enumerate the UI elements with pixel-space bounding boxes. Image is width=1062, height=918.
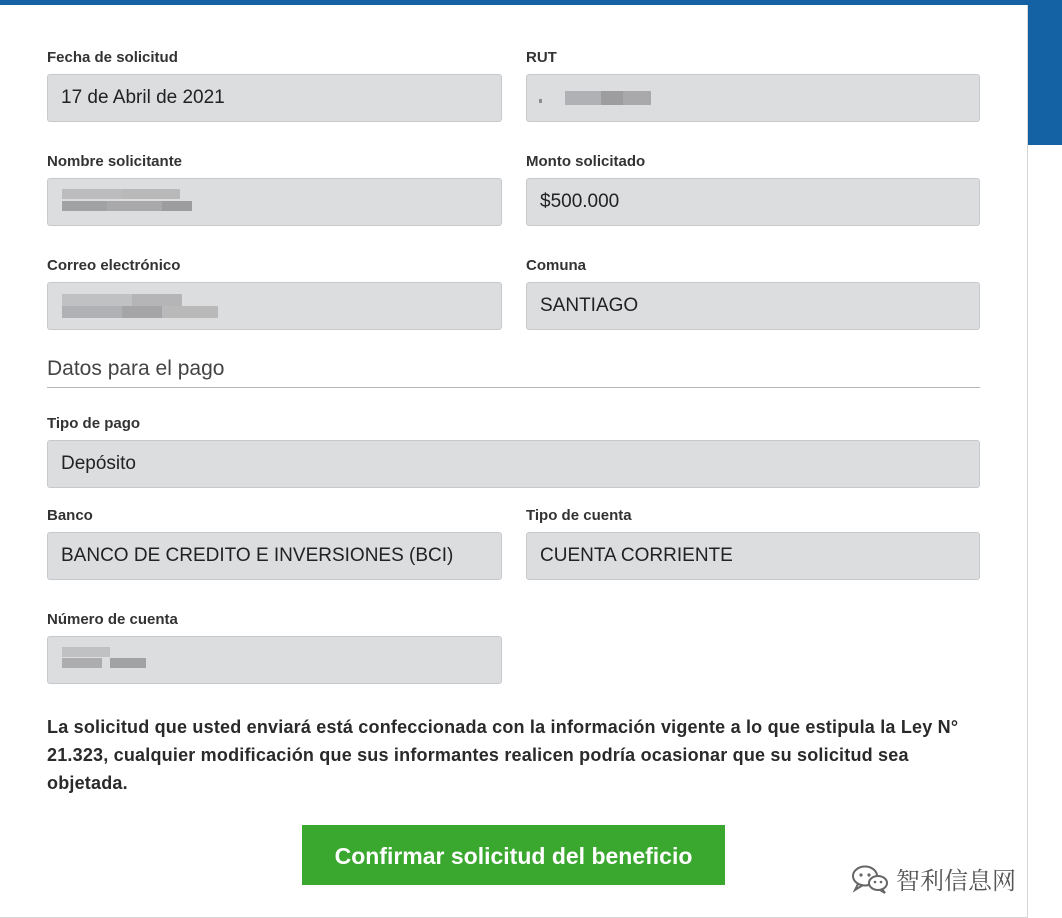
tipo-cuenta-label: Tipo de cuenta <box>526 507 632 524</box>
confirm-request-button[interactable]: Confirmar solicitud del beneficio <box>302 825 725 885</box>
wechat-icon <box>850 864 890 894</box>
nombre-field[interactable] <box>47 178 502 226</box>
tipo-pago-label: Tipo de pago <box>47 415 141 432</box>
banco-label: Banco <box>47 507 93 524</box>
section-title-pago: Datos para el pago <box>47 357 225 380</box>
redacted-nombre <box>60 189 195 213</box>
tipo-cuenta-field[interactable]: CUENTA CORRIENTE <box>526 532 980 580</box>
correo-field[interactable] <box>47 282 502 330</box>
banco-field[interactable]: BANCO DE CREDITO E INVERSIONES (BCI) <box>47 532 502 580</box>
fecha-field[interactable]: 17 de Abril de 2021 <box>47 74 502 122</box>
tipo-pago-field[interactable]: Depósito <box>47 440 980 488</box>
redacted-numero-cuenta <box>62 647 152 669</box>
request-form-card <box>0 5 1028 918</box>
watermark <box>850 861 1016 896</box>
comuna-field[interactable]: SANTIAGO <box>526 282 980 330</box>
watermark-text: 智利信息网 <box>896 867 1016 895</box>
rut-label: RUT <box>526 49 557 66</box>
fecha-label: Fecha de solicitud <box>47 49 178 66</box>
rut-field[interactable] <box>526 74 980 122</box>
monto-field[interactable]: $500.000 <box>526 178 980 226</box>
numero-cuenta-field[interactable] <box>47 636 502 684</box>
correo-label: Correo electrónico <box>47 257 181 274</box>
comuna-label: Comuna <box>526 257 586 274</box>
legal-notice: La solicitud que usted enviará está confeccionada con la información vigente a lo que estipula la Ley N° 21.323, cualquier modificación que sus informantes realicen podría ocasionar que su solicitud sea objetada. <box>47 717 959 793</box>
redacted-correo <box>62 294 222 318</box>
nombre-label: Nombre solicitante <box>47 153 183 170</box>
monto-label: Monto solicitado <box>526 153 646 170</box>
section-divider <box>47 387 980 388</box>
redacted-rut <box>539 91 654 105</box>
numero-cuenta-label: Número de cuenta <box>47 611 178 628</box>
